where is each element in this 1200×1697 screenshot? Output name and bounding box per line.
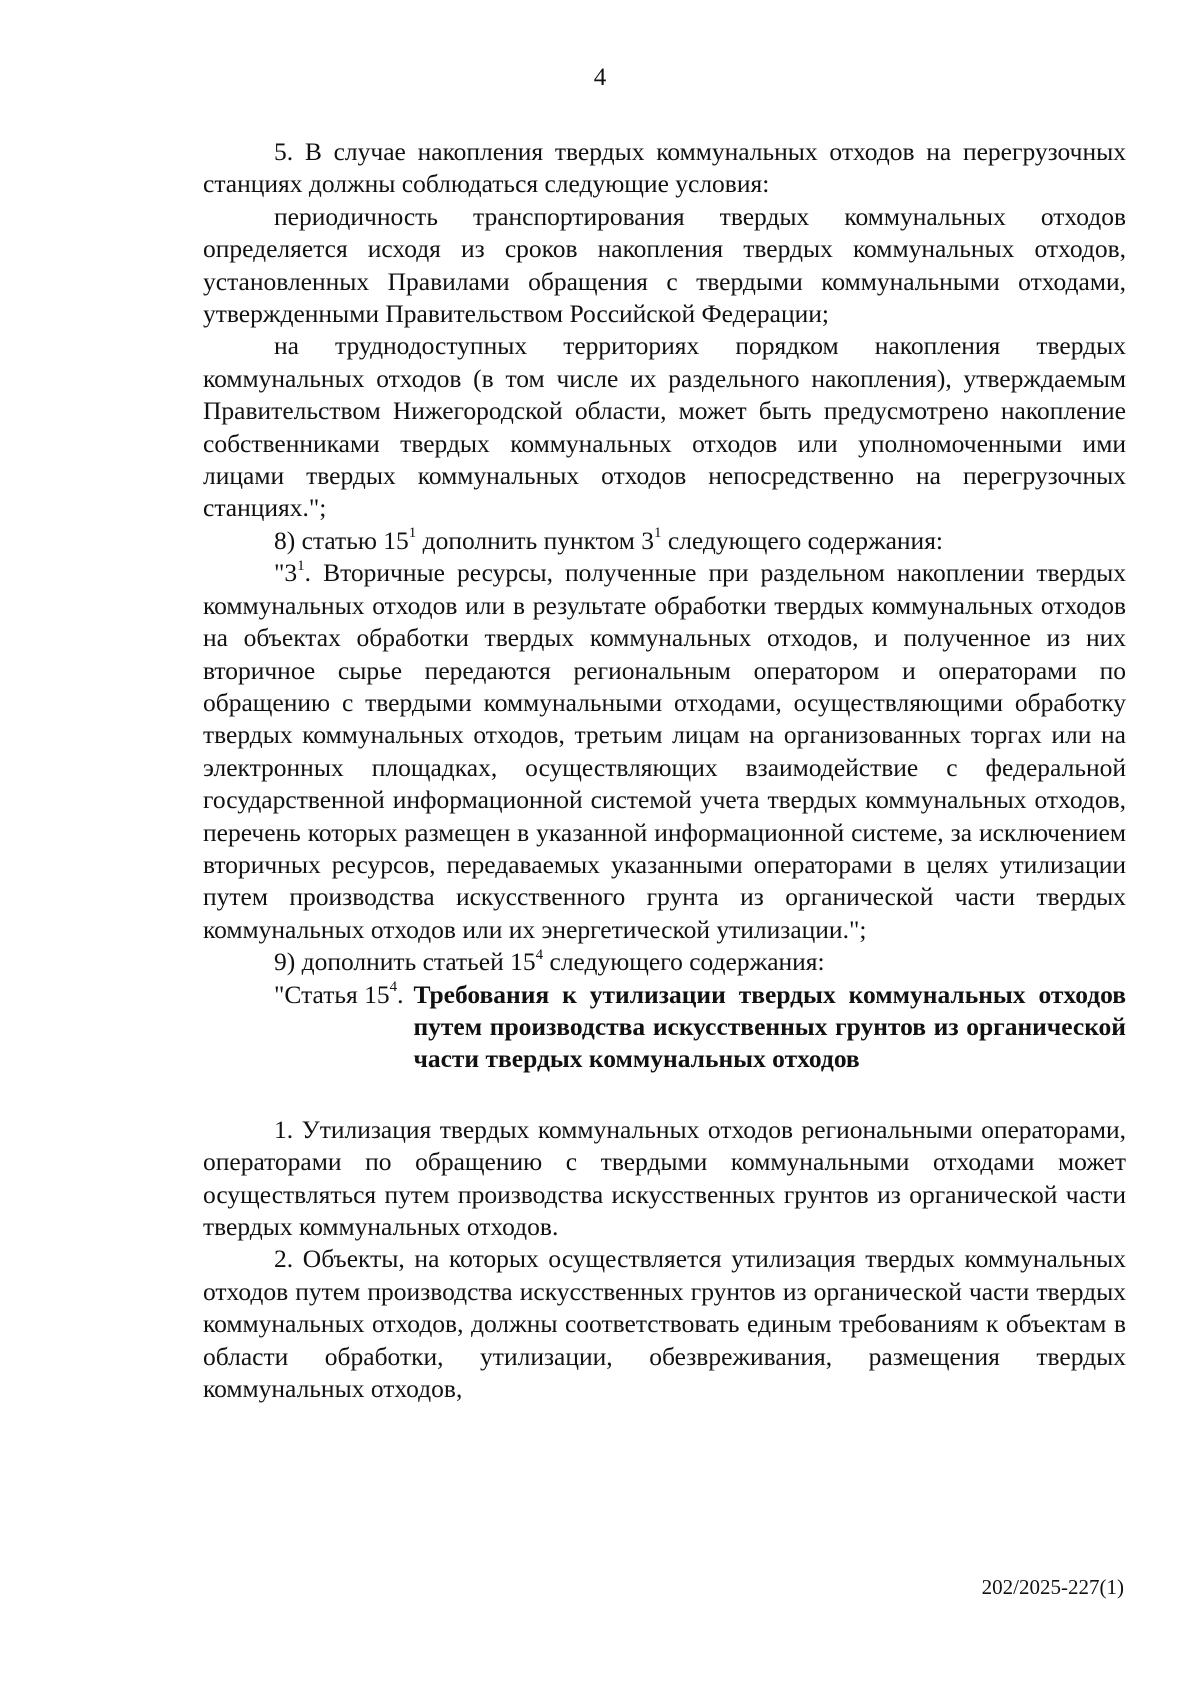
paragraph-5-intro: 5. В случае накопления твердых коммунальных отходов на перегрузочных станциях должны соблюдаться следующие условия: [203,137,1126,199]
paragraph-article-1: 1. Утилизация твердых коммунальных отходов региональными операторами, операторами по обращению с твердыми коммунальными отходами может осуществляться путем производства искусственных грунтов из органической части твердых коммунальных отходов. [203,1114,1126,1241]
section-gap [203,1076,1126,1114]
article-title: Требования к утилизации твердых коммунальных отходов путем производства искусственных грунтов из органической части твердых коммунальных отходов [413,979,1126,1074]
paragraph-remote-territories: на труднодоступных территориях порядком накопления твердых коммунальных отходов (в том числе их раздельного накопления), утверждаемым Правительством Нижегородской области, может быть предусмотрено накопление собственниками твердых коммунальных отходов или уполномоченными ими лицами твердых коммунальных отходов непосредственно на перегрузочных станциях."; [203,331,1126,523]
item-9: 9) дополнить статьей $15^4$ следующего содержания: [274,946,825,977]
article-label: "Статья $15^4$. [274,979,404,1009]
paragraph-article-2: 2. Объекты, на которых осуществляется утилизация твердых коммунальных отходов путем производства искусственных грунтов из органической части твердых коммунальных отходов, должны соответствовать единым требованиям к объектам в области обработки, утилизации, обезвреживания, размещения твердых коммунальных отходов, [203,1244,1126,1404]
item-8: 8) статью $15^1$ дополнить пунктом $3^1$ следующего содержания: [274,525,944,555]
article-heading [203,979,1126,1076]
page-number: 4 [593,64,607,91]
point-3-1: "$3^1$. Вторичные ресурсы, полученные при раздельном накоплении твердых коммунальных отходов или в результате обработки твердых коммунальных отходов на объектах обработки твердых коммунальных отходов, и полученное из них вторичное сырье передаются региональным оператором и операторами по обращению с твердыми коммунальными отходами, осуществляющими обработку твердых коммунальных отходов, третьим лицам на организованных торгах или на электронных площадках, осуществляющих взаимодействие с федеральной государственной информационной системой учета твердых коммунальных отходов, перечень которых размещен в указанной информационной системе, за исключением вторичных ресурсов, передаваемых указанными операторами в целях утилизации путем производства искусственного грунта из органической части твердых коммунальных отходов или их энергетической утилизации."; [203,557,1126,944]
document-body [203,136,1126,1405]
document-id: 202/2025-227(1) [981,1575,1124,1599]
paragraph-transport-periodicity: периодичность транспортирования твердых коммунальных отходов определяется исходя из сроков накопления твердых коммунальных отходов, установленных Правилами обращения с твердыми коммунальными отходами, утвержденными Правительством Российской Федерации; [203,201,1126,329]
